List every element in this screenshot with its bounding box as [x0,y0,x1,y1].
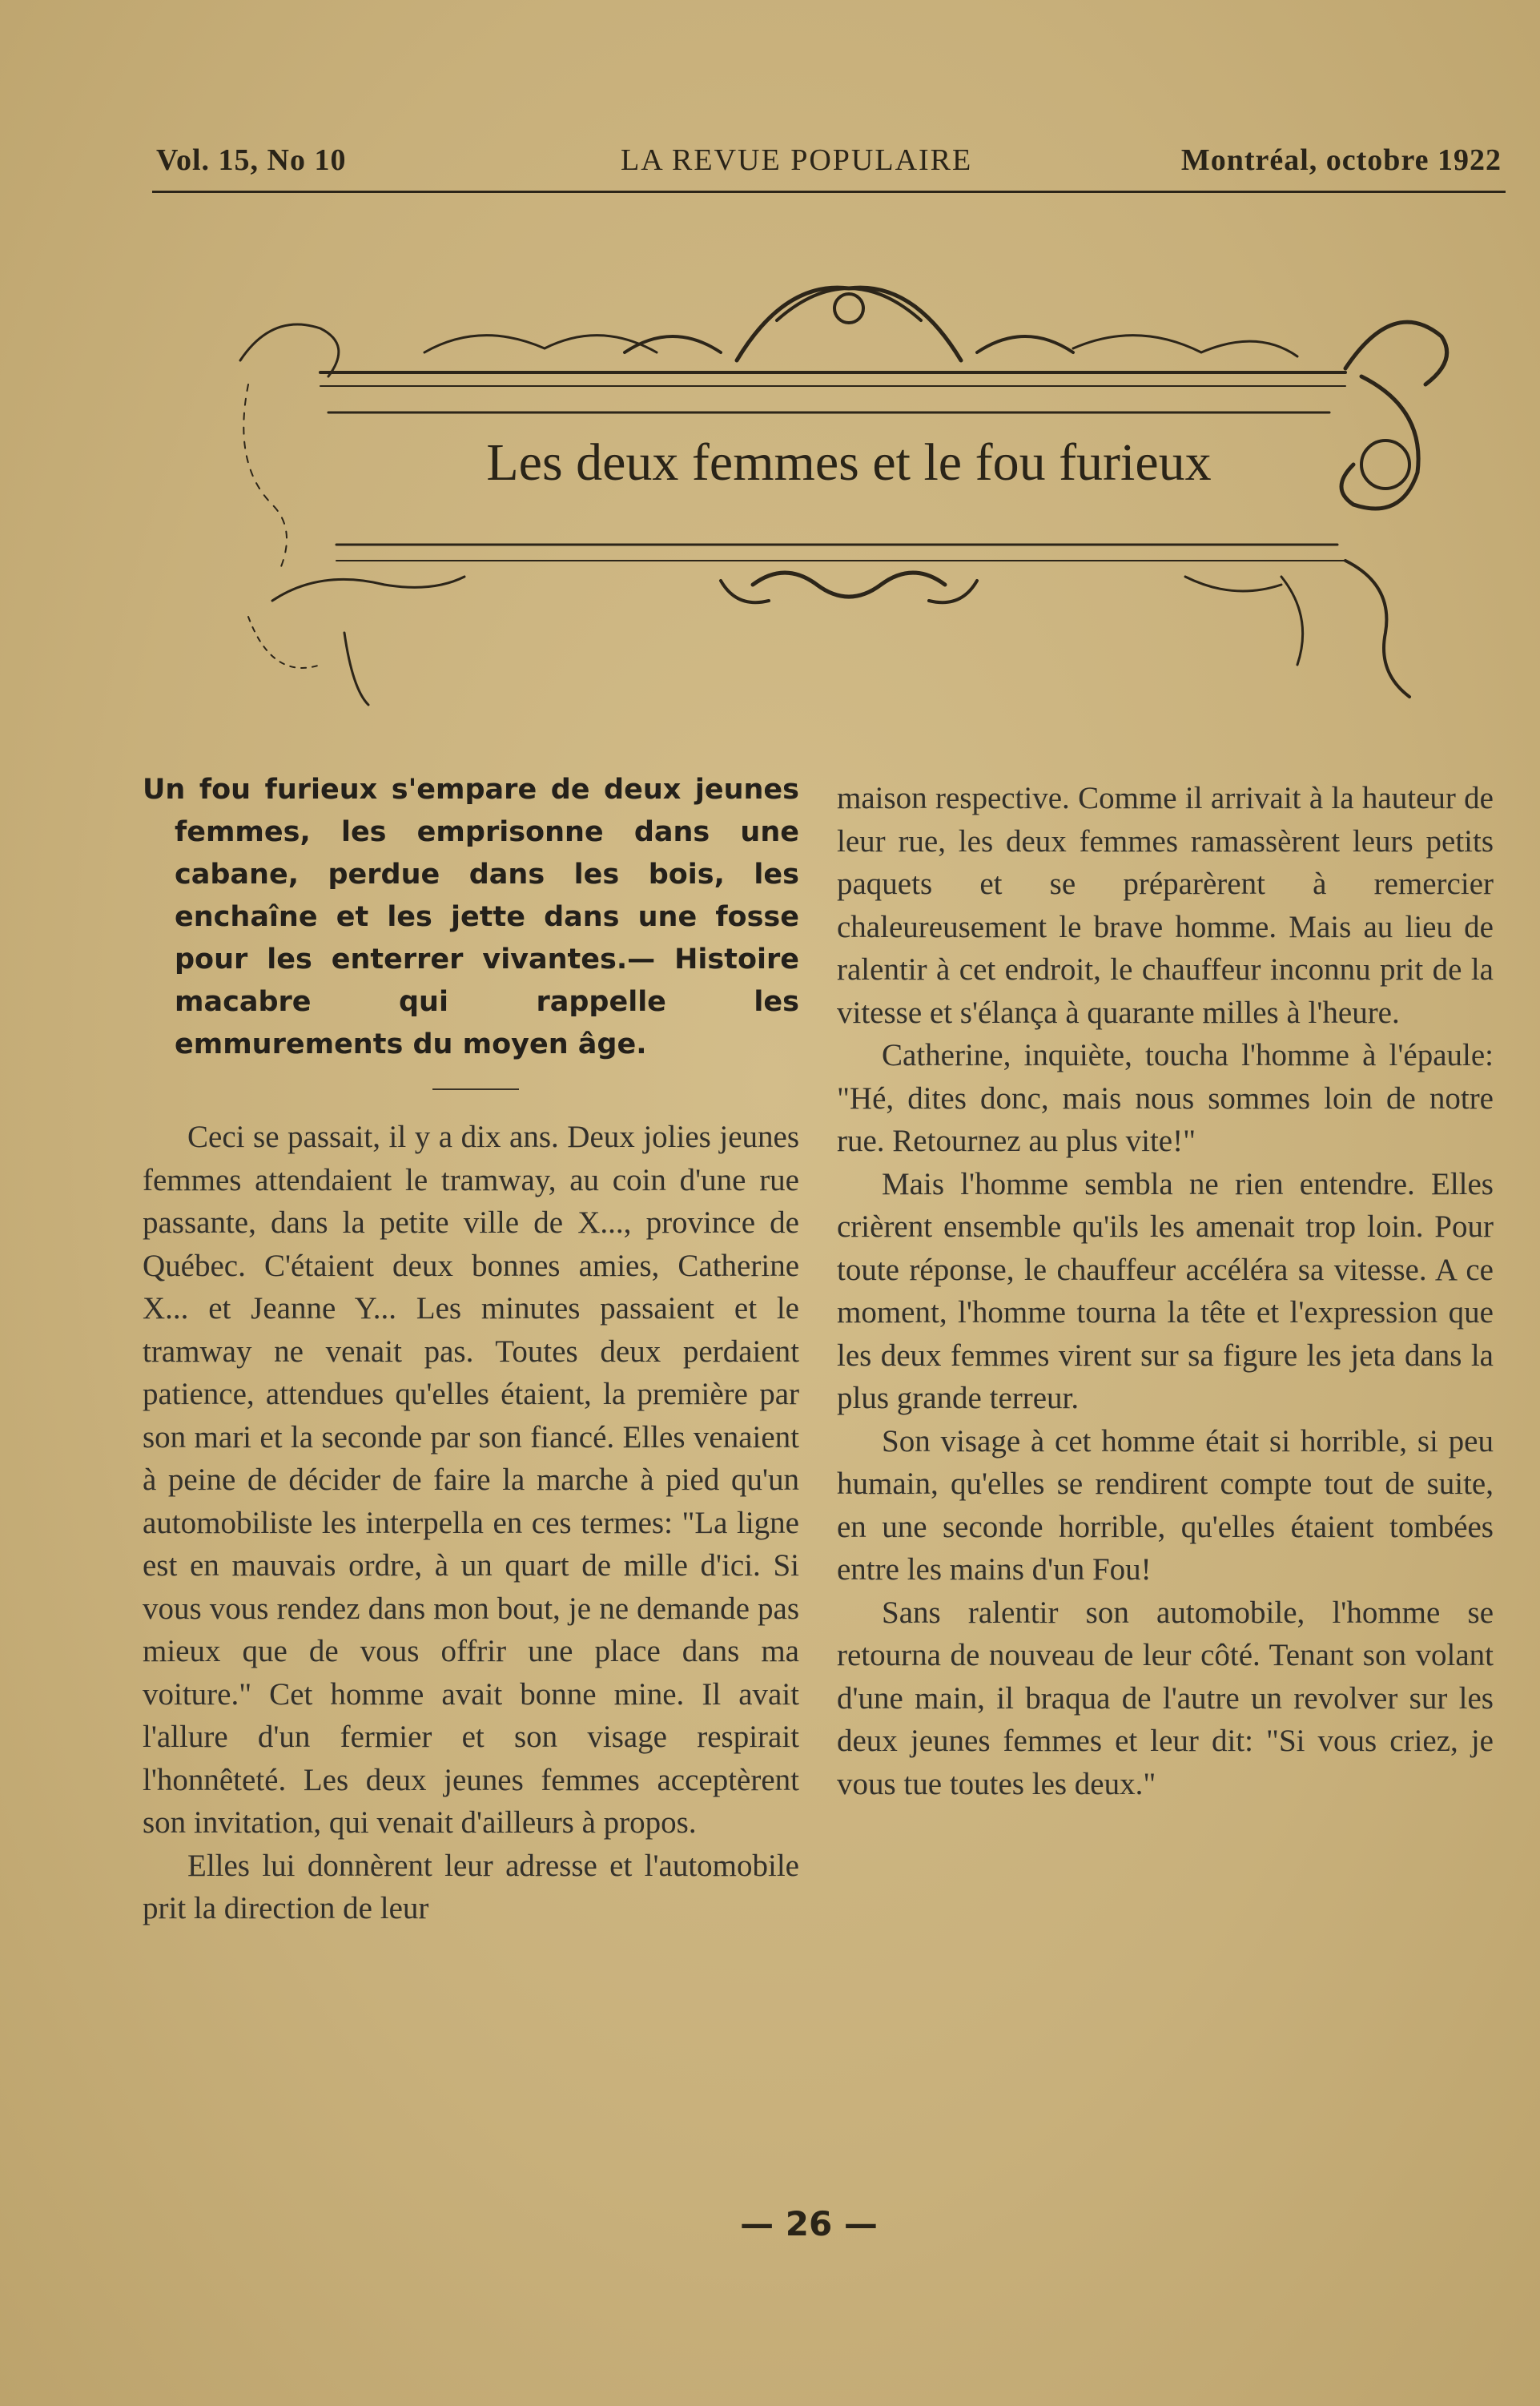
paragraph: Sans ralentir son automobile, l'homme se retourna de nouveau de leur côté. Tenant son volant d'une main, il braqua de l'autre un revolver sur les deux jeunes femmes et leur dit: "Si vous criez, je vous tue toutes les deux." [837,1595,1494,1801]
page-number: — 26 — [740,2204,878,2243]
left-column [143,769,799,1930]
volume-number: Vol. 15, No 10 [156,143,347,177]
section-divider [432,1088,519,1090]
header-rule [152,191,1506,193]
magazine-name: LA REVUE POPULAIRE [621,143,973,177]
paragraph: maison respective. Comme il arrivait à la hauteur de leur rue, les deux femmes ramassèrent leurs petits paquets et se préparèrent à remercier chaleureusement le brave homme. Mais au lieu de ralentir à cet endroit, le chauffeur inconnu prit de la vitesse et s'élança à quarante milles à l'heure. [837,781,1494,1030]
paragraph: Mais l'homme sembla ne rien entendre. Elles crièrent ensemble qu'ils les amenait trop loin. Pour toute réponse, le chauffeur accéléra sa vitesse. A ce moment, l'homme tourna la tête et l'expression que les deux femmes virent sur sa figure les jeta dans la plus grande terreur. [837,1166,1494,1415]
paragraph: Catherine, inquiète, toucha l'homme à l'épaule: "Hé, dites donc, mais nous sommes loin de notre rue. Retournez au plus vite!" [837,1038,1494,1158]
place-date: Montréal, octobre 1922 [1180,143,1502,177]
paragraph: Elles lui donnèrent leur adresse et l'automobile prit la direction de leur [143,1848,799,1925]
article-title: Les deux femmes et le fou furieux [486,433,1212,492]
paragraph: Ceci se passait, il y a dix ans. Deux jolies jeunes femmes attendaient le tramway, au coin d'une rue passante, dans la petite ville de X..., province de Québec. C'étaient deux bonnes amies, Catherine X... et Jeanne Y... Les minutes passaient et le tramway ne venait pas. Toutes deux perdaient patience, attendues qu'elles étaient, la première par son mari et la seconde par son fiancé. Elles venaient à peine de décider de faire la marche à pied qu'un automobiliste les interpella en ces termes: "La ligne est en mauvais ordre, à un quart de mille d'ici. Si vous vous rendez dans mon bout, je ne demande pas mieux que de vous offrir une place dans ma voiture." Cet homme avait bonne mine. Il avait l'allure d'un fermier et son visage respirait l'honnêteté. Les deux jeunes femmes acceptèrent son invitation, qui venait d'ailleurs à propos. [143,1120,799,1840]
running-header [152,136,1506,192]
right-column [837,777,1494,1805]
paragraph: Son visage à cet homme était si horrible, si peu humain, qu'elles se rendirent compte tout de suite, en une seconde horrible, qu'elles étaient tombées entre les mains d'un Fou! [837,1423,1494,1587]
article-intro: Un fou furieux s'empare de deux jeunes femmes, les emprisonne dans une cabane, perdue dans les bois, les enchaîne et les jette dans une fosse pour les enterrer vivantes.— Histoire macabre qui rappelle les emmurements du moyen âge. [143,774,799,1060]
